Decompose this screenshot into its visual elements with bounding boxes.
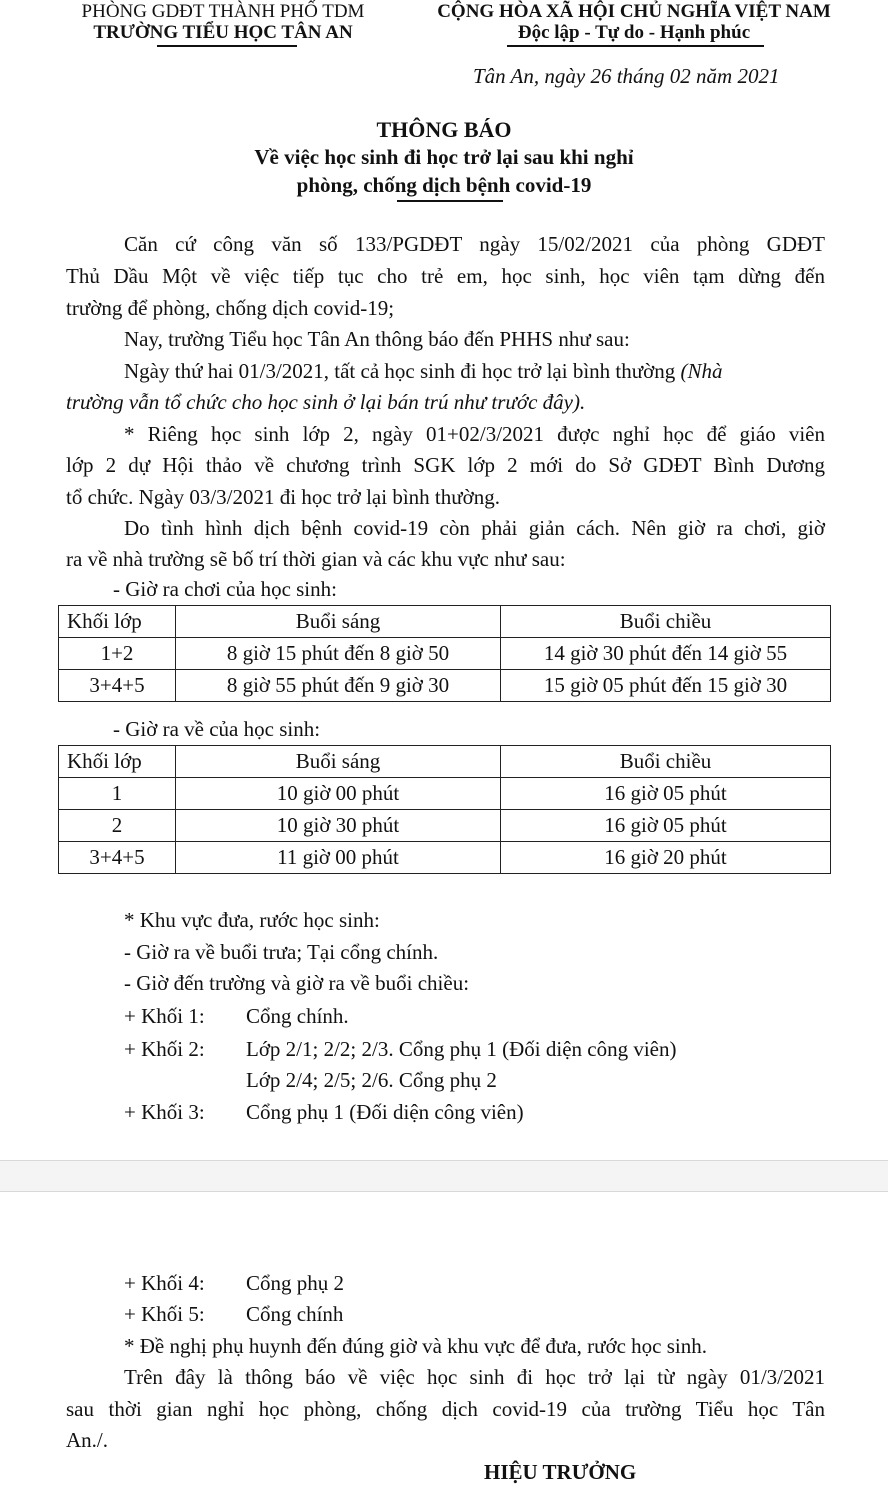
grade-4-gate: Cổng phụ 2 xyxy=(246,1271,345,1295)
closing-line-1: Trên đây là thông báo về việc học sinh đi học trở lại từ ngày 01/3/2021 xyxy=(124,1365,825,1389)
paragraph-1-line-2: Thủ Dầu Một về việc tiếp tục cho trẻ em, học sinh, học viên tạm dừng đến xyxy=(66,264,825,288)
paragraph-3-normal-text: Ngày thứ hai 01/3/2021, tất cả học sinh đi học trở lại bình thường xyxy=(124,359,681,383)
school-name-underline xyxy=(157,45,297,47)
grade-cell: 1+2 xyxy=(59,638,176,670)
header-left xyxy=(62,2,384,42)
grade-5-label: + Khối 5: xyxy=(124,1302,205,1326)
table-row xyxy=(59,670,831,702)
motto-underline xyxy=(507,45,764,47)
table-row xyxy=(59,810,831,842)
paragraph-3-line-2: trường vẫn tổ chức cho học sinh ở lại bán trú như trước đây). xyxy=(66,390,586,414)
afternoon-cell: 15 giờ 05 phút đến 15 giờ 30 xyxy=(501,670,831,702)
break-time-table xyxy=(58,605,831,702)
grade-1-label: + Khối 1: xyxy=(124,1004,205,1028)
paragraph-3-line-1 xyxy=(124,361,825,382)
grade-3-label: + Khối 3: xyxy=(124,1100,205,1124)
table-row xyxy=(59,842,831,874)
school-name: TRƯỜNG TIỂU HỌC TÂN AN xyxy=(93,22,353,43)
afternoon-cell: 14 giờ 30 phút đến 14 giờ 55 xyxy=(501,638,831,670)
grade-cell: 2 xyxy=(59,810,176,842)
grade-2-gate-2: Lớp 2/4; 2/5; 2/6. Cổng phụ 2 xyxy=(246,1068,497,1092)
page-break-separator xyxy=(0,1160,888,1192)
grade-cell: 1 xyxy=(59,778,176,810)
header-cell-grade: Khối lớp xyxy=(59,746,176,778)
paragraph-1-line-3: trường để phòng, chống dịch covid-19; xyxy=(66,296,395,320)
grade-4-label: + Khối 4: xyxy=(124,1271,205,1295)
morning-cell: 10 giờ 00 phút xyxy=(176,778,501,810)
parent-request: * Đề nghị phụ huynh đến đúng giờ và khu vực để đưa, rước học sinh. xyxy=(124,1334,708,1358)
pickup-heading: * Khu vực đưa, rước học sinh: xyxy=(124,908,380,932)
paragraph-4-line-1: * Riêng học sinh lớp 2, ngày 01+02/3/2021 được nghỉ học để giáo viên xyxy=(124,422,825,446)
paragraph-5-line-1: Do tình hình dịch bệnh covid-19 còn phải giản cách. Nên giờ ra chơi, giờ xyxy=(124,516,825,540)
principal-title: HIỆU TRƯỞNG xyxy=(484,1460,637,1484)
closing-line-2: sau thời gian nghỉ học phòng, chống dịch covid-19 của trường Tiểu học Tân xyxy=(66,1397,825,1421)
department-name: PHÒNG GDĐT THÀNH PHỐ TDM xyxy=(81,1,365,22)
title-underline xyxy=(397,200,503,202)
table-header-row xyxy=(59,746,831,778)
paragraph-4-line-2: lớp 2 dự Hội thảo về chương trình SGK lớp 2 mới do Sở GDĐT Bình Dương xyxy=(66,453,825,477)
notice-subtitle-line2: phòng, chống dịch bệnh covid-19 xyxy=(296,173,592,197)
break-table-caption: - Giờ ra chơi của học sinh: xyxy=(113,577,337,601)
grade-3-gate: Cổng phụ 1 (Đối diện công viên) xyxy=(246,1100,524,1124)
afternoon-cell: 16 giờ 05 phút xyxy=(501,778,831,810)
paragraph-3-italic-start: (Nhà xyxy=(680,359,723,383)
header-cell-afternoon: Buổi chiều xyxy=(501,606,831,638)
dismiss-table-caption: - Giờ ra về của học sinh: xyxy=(113,717,321,741)
national-motto: Độc lập - Tự do - Hạnh phúc xyxy=(517,22,751,43)
grade-2-label: + Khối 2: xyxy=(124,1037,205,1061)
grade-1-gate: Cổng chính. xyxy=(246,1004,349,1028)
morning-cell: 10 giờ 30 phút xyxy=(176,810,501,842)
afternoon-cell: 16 giờ 05 phút xyxy=(501,810,831,842)
header-cell-afternoon: Buổi chiều xyxy=(501,746,831,778)
notice-title: THÔNG BÁO xyxy=(376,117,512,142)
table-row xyxy=(59,778,831,810)
paragraph-4-line-3: tổ chức. Ngày 03/3/2021 đi học trở lại bình thường. xyxy=(66,485,500,509)
morning-cell: 8 giờ 15 phút đến 8 giờ 50 xyxy=(176,638,501,670)
closing-line-3: An./. xyxy=(66,1428,108,1452)
morning-cell: 11 giờ 00 phút xyxy=(176,842,501,874)
notice-subtitle-line1: Về việc học sinh đi học trở lại sau khi nghỉ xyxy=(254,145,634,169)
dismissal-time-table xyxy=(58,745,831,874)
header-cell-morning: Buổi sáng xyxy=(176,606,501,638)
grade-2-gate-1: Lớp 2/1; 2/2; 2/3. Cổng phụ 1 (Đối diện công viên) xyxy=(246,1037,677,1061)
grade-cell: 3+4+5 xyxy=(59,842,176,874)
national-title: CỘNG HÒA XÃ HỘI CHỦ NGHĨA VIỆT NAM xyxy=(437,1,831,22)
afternoon-cell: 16 giờ 20 phút xyxy=(501,842,831,874)
paragraph-2: Nay, trường Tiểu học Tân An thông báo đến PHHS như sau: xyxy=(124,327,630,351)
table-header-row xyxy=(59,606,831,638)
paragraph-1-line-1: Căn cứ công văn số 133/PGDĐT ngày 15/02/2021 của phòng GDĐT xyxy=(124,232,825,256)
header-cell-grade: Khối lớp xyxy=(59,606,176,638)
paragraph-5-line-2: ra về nhà trường sẽ bố trí thời gian và các khu vực như sau: xyxy=(66,547,566,571)
grade-cell: 3+4+5 xyxy=(59,670,176,702)
header-right xyxy=(414,2,854,42)
grade-5-gate: Cổng chính xyxy=(246,1302,344,1326)
header-cell-morning: Buổi sáng xyxy=(176,746,501,778)
pickup-noon: - Giờ ra về buổi trưa; Tại cổng chính. xyxy=(124,940,439,964)
morning-cell: 8 giờ 55 phút đến 9 giờ 30 xyxy=(176,670,501,702)
pickup-afternoon: - Giờ đến trường và giờ ra về buổi chiều: xyxy=(124,971,470,995)
document-date: Tân An, ngày 26 tháng 02 năm 2021 xyxy=(473,64,780,88)
table-row xyxy=(59,638,831,670)
